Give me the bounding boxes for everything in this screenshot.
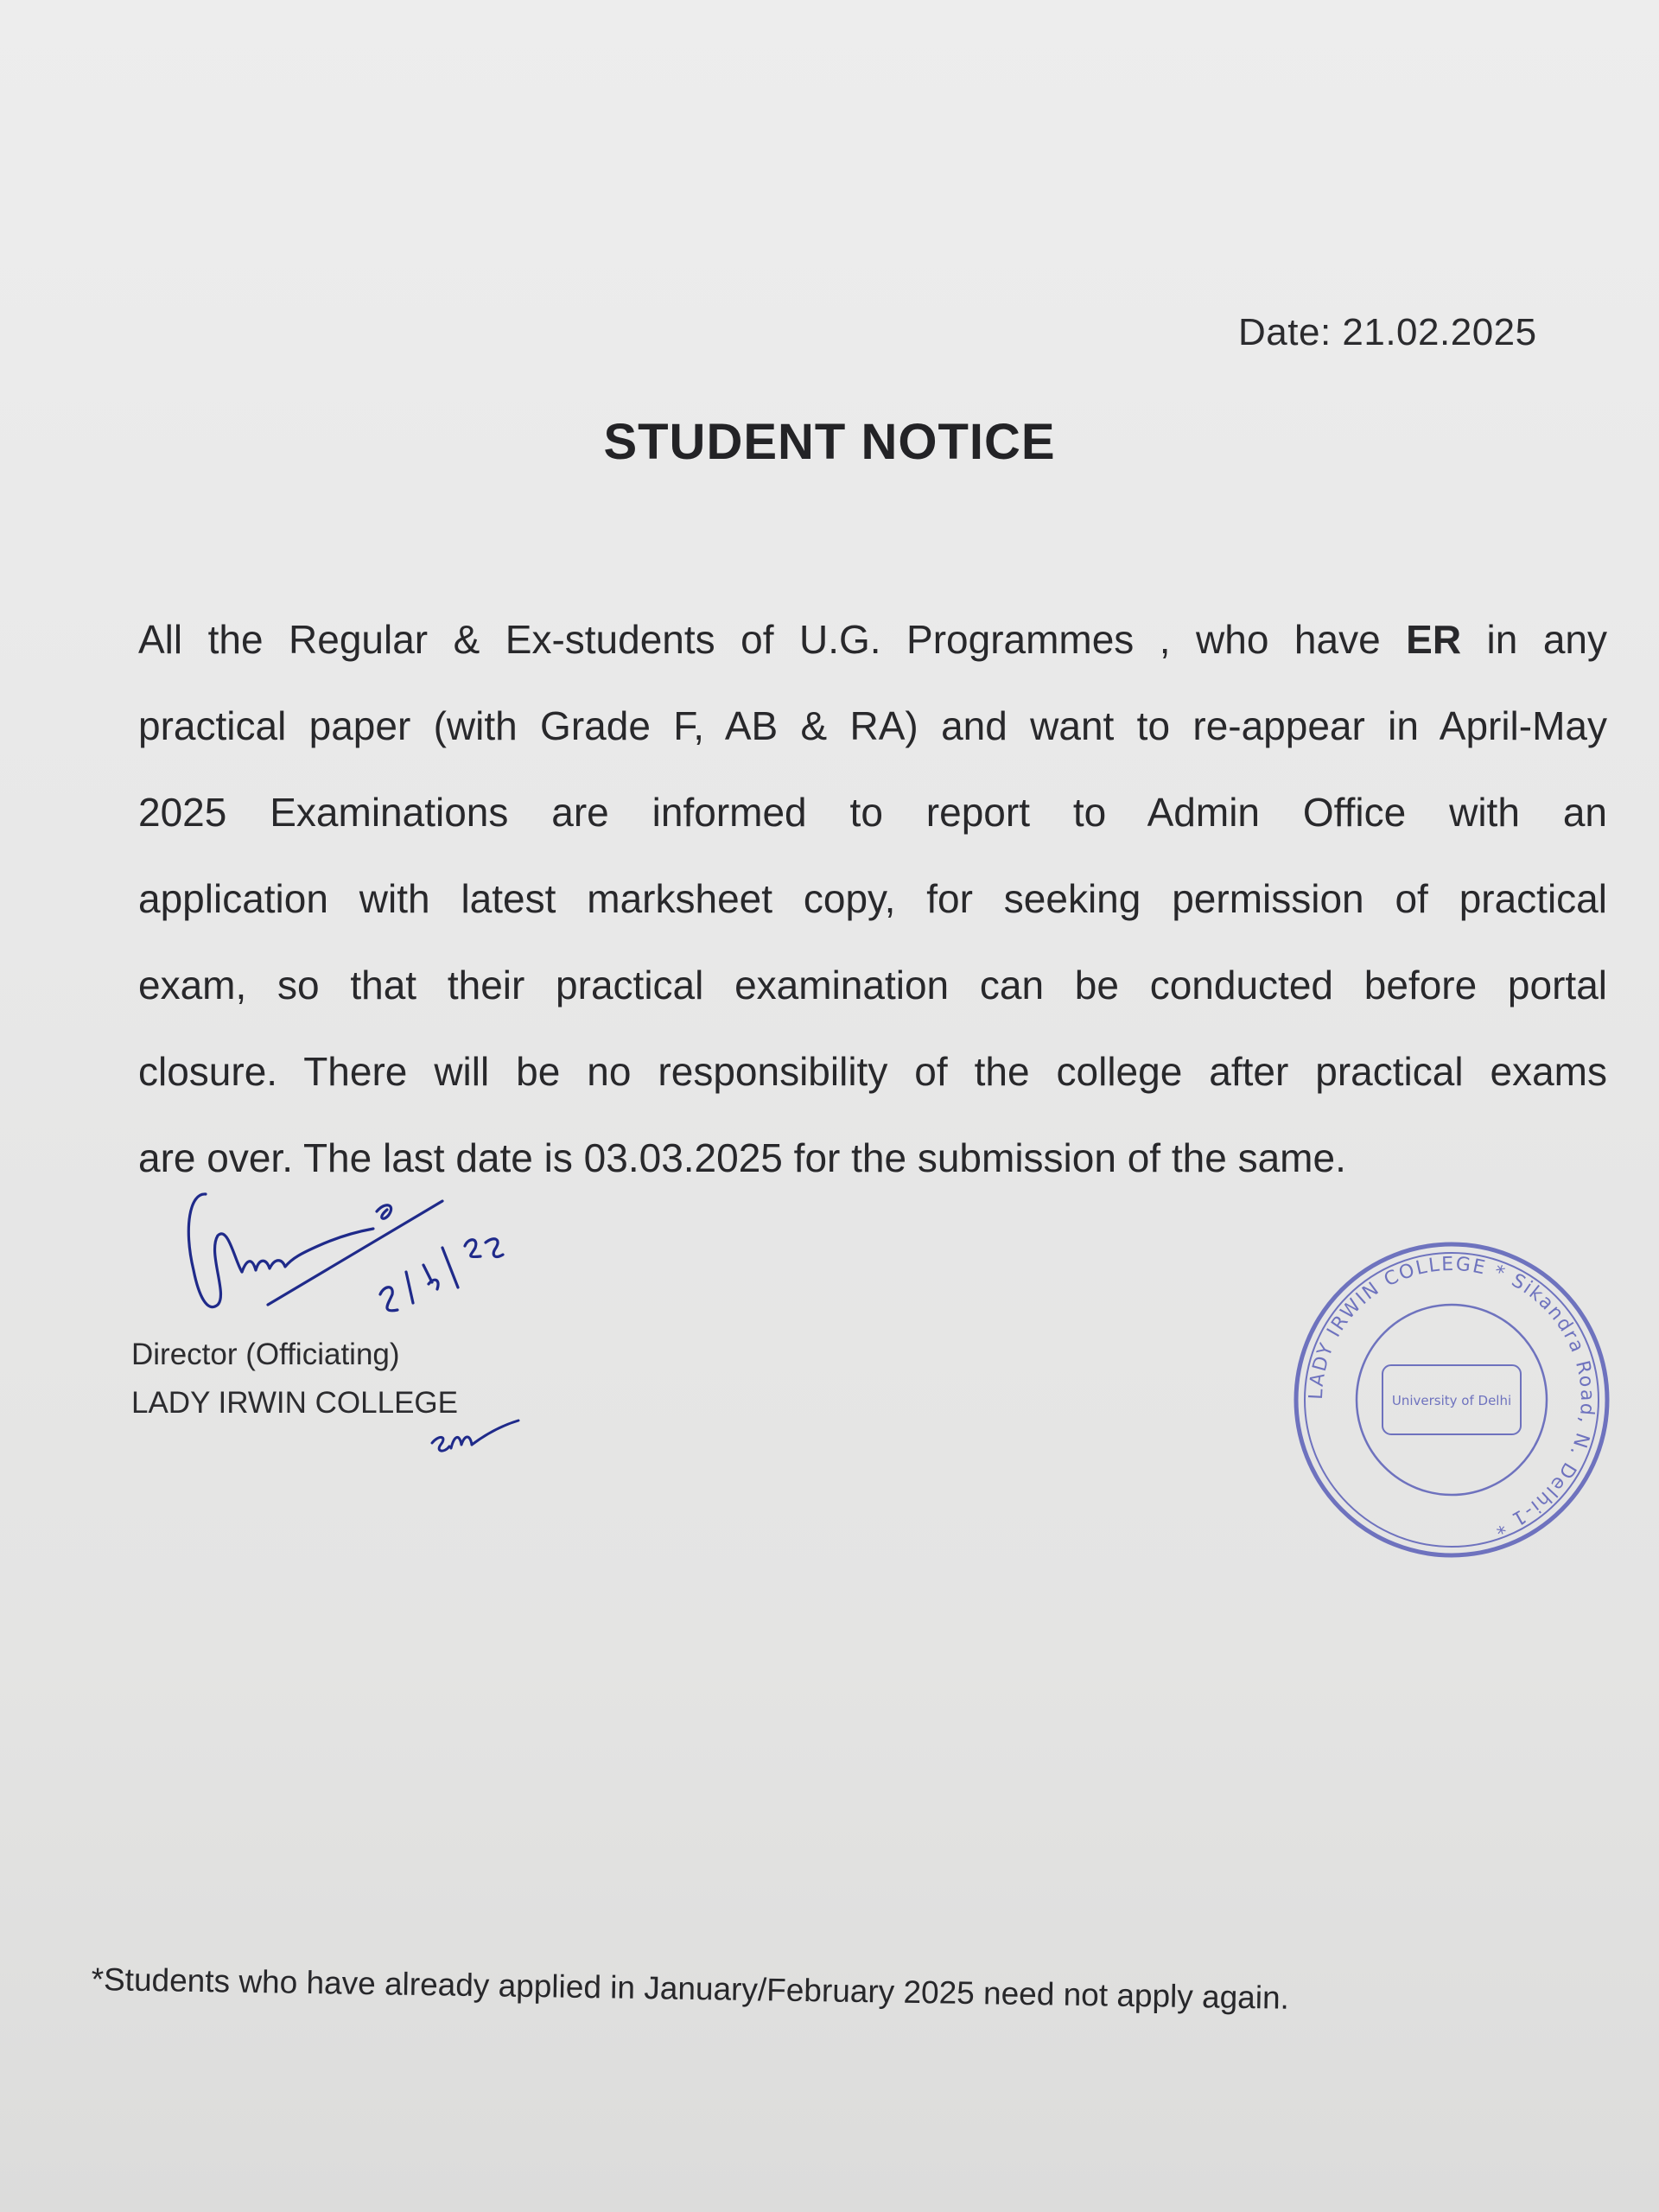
er-highlight: ER	[1406, 617, 1462, 662]
body-line-4: application with latest marksheet copy, for seeking permission of practical	[138, 876, 1607, 921]
body-line-5: exam, so that their practical examination can be conducted before portal	[138, 963, 1607, 1007]
notice-body	[138, 596, 1607, 1201]
body-line-6: closure. There will be no responsibility of the college after practical exams	[138, 1049, 1607, 1094]
stamp-inner-text: University of Delhi	[1391, 1393, 1512, 1408]
stamp-ring-text: LADY IRWIN COLLEGE * Sikandra Road, N. Delhi-1 *	[1305, 1253, 1599, 1539]
director-signature	[173, 1175, 553, 1331]
handwritten-initials	[423, 1400, 527, 1469]
signatory-org: LADY IRWIN COLLEGE	[131, 1386, 458, 1420]
body-line-7: are over. The last date is 03.03.2025 for the submission of the same.	[138, 1135, 1346, 1180]
college-stamp	[1287, 1236, 1616, 1564]
notice-title: STUDENT NOTICE	[603, 414, 1056, 470]
body-line-3: 2025 Examinations are informed to report to Admin Office with an	[138, 790, 1607, 835]
footnote: *Students who have already applied in January/February 2025 need not apply again.	[91, 1961, 1290, 2016]
body-line-2: practical paper (with Grade F, AB & RA) and want to re-appear in April-May	[138, 703, 1607, 748]
body-line-1: All the Regular & Ex-students of U.G. Programmes , who have ER in any	[138, 617, 1607, 662]
signatory-title: Director (Officiating)	[131, 1338, 400, 1371]
notice-date: Date: 21.02.2025	[1238, 311, 1537, 353]
signatory-block	[131, 1331, 458, 1427]
